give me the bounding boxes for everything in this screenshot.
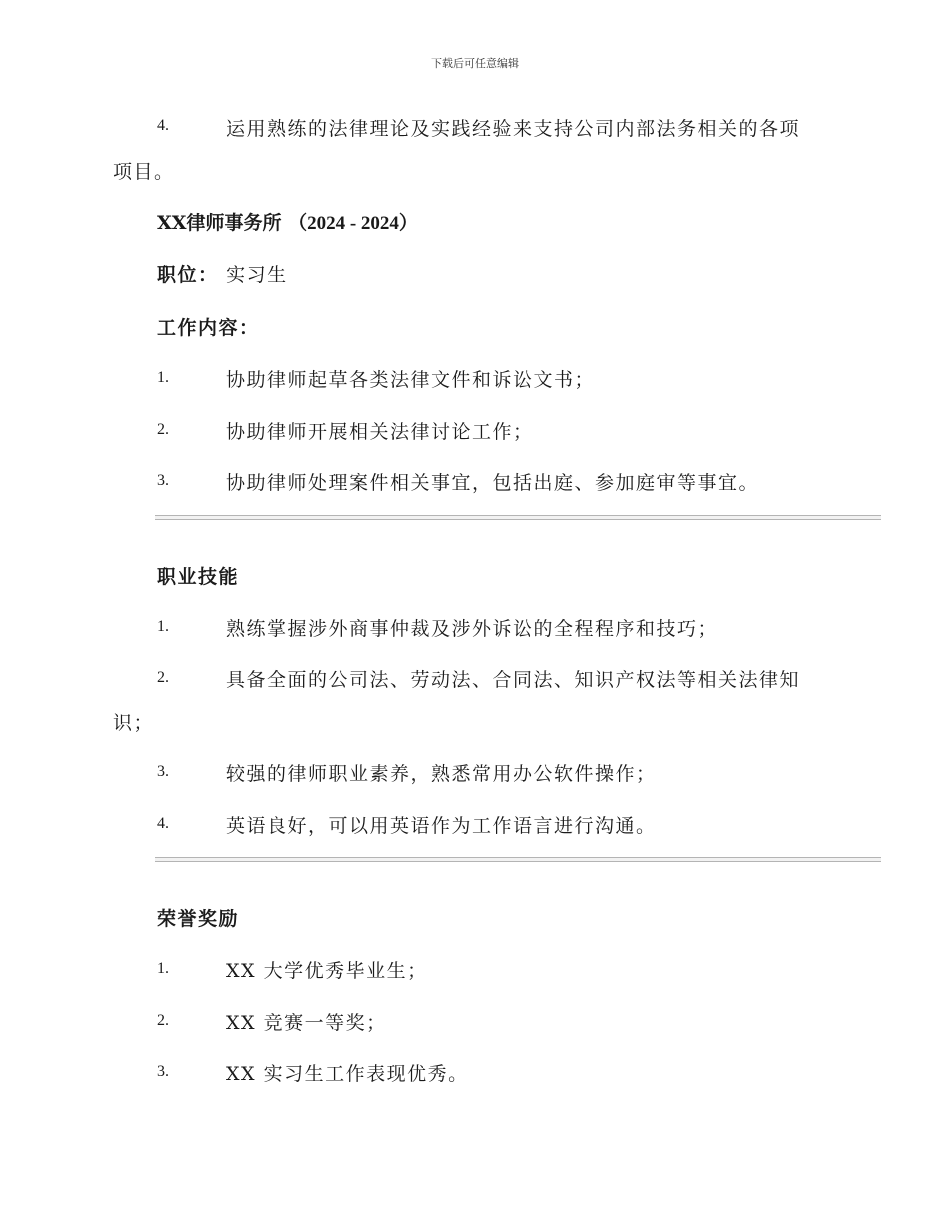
section-divider (155, 515, 881, 520)
awards-heading: 荣誉奖励 (157, 908, 240, 930)
list-item-number: 4. (157, 815, 169, 832)
list-item-number: 1. (157, 960, 169, 977)
list-item-text: 较强的律师职业素养，熟悉常用办公软件操作； (226, 763, 657, 785)
list-item-text: 协助律师开展相关法律讨论工作； (226, 421, 534, 443)
list-item-number: 3. (157, 472, 169, 489)
skills-heading: 职业技能 (157, 566, 240, 588)
position-value: 实习生 (226, 264, 288, 286)
list-item-text: 熟练掌握涉外商事仲裁及涉外诉讼的全程程序和技巧； (226, 618, 719, 640)
list-item-number: 1. (157, 369, 169, 386)
position-label: 职位： (157, 264, 219, 286)
list-item-number: 3. (157, 763, 169, 780)
list-item-number: 2. (157, 1012, 169, 1029)
list-item-number: 1. (157, 618, 169, 635)
list-item-number: 3. (157, 1063, 169, 1080)
list-item-text: 协助律师起草各类法律文件和诉讼文书； (226, 369, 596, 391)
employer-heading (157, 208, 418, 235)
list-item-text: 运用熟练的法律理论及实践经验来支持公司内部法务相关的各项 (226, 118, 801, 140)
list-item-text: XX 大学优秀毕业生； (226, 960, 428, 982)
list-item-continuation: 项目。 (113, 161, 175, 183)
list-item-text: 协助律师处理案件相关事宜，包括出庭、参加庭审等事宜。 (226, 472, 760, 494)
work-content-label: 工作内容： (157, 317, 260, 339)
list-item-number: 4. (157, 117, 169, 134)
list-item-text: XX 竞赛一等奖； (226, 1012, 387, 1034)
header-note: 下载后可任意编辑 (431, 57, 519, 70)
list-item-continuation: 识； (113, 712, 155, 734)
list-item-text: XX 实习生工作表现优秀。 (226, 1063, 469, 1085)
list-item-text: 英语良好，可以用英语作为工作语言进行沟通。 (226, 815, 657, 837)
section-divider (155, 857, 881, 862)
employer-name: XX律师事务所 (157, 212, 282, 234)
position-line (157, 260, 288, 287)
employment-years: （2024 - 2024） (288, 213, 418, 234)
list-item-number: 2. (157, 421, 169, 438)
list-item-number: 2. (157, 669, 169, 686)
list-item-text: 具备全面的公司法、劳动法、合同法、知识产权法等相关法律知 (226, 669, 801, 691)
